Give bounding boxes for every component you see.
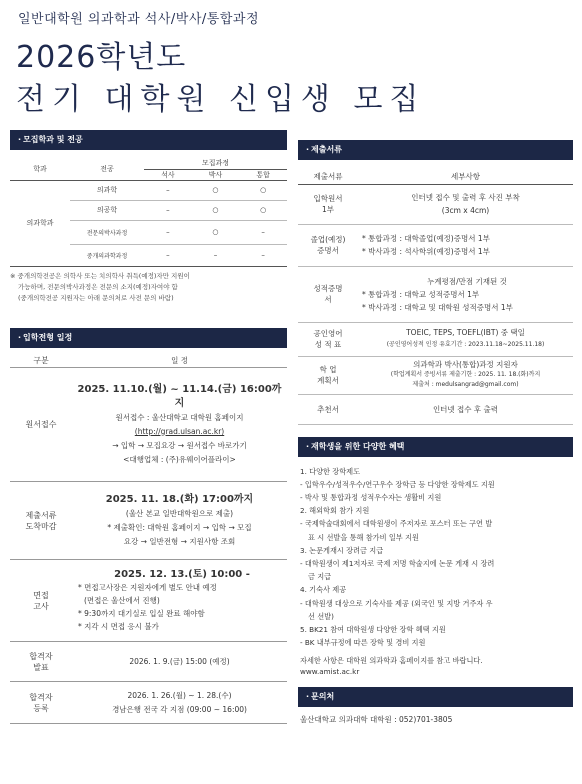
mark-cell: – — [144, 220, 192, 244]
docs-bar — [298, 140, 573, 160]
apply-date: 2025. 11.10.(월) ~ 11.14.(금) 16:00까지 — [77, 383, 282, 409]
interview-date: 2025. 12. 13.(토) 10:00 - — [114, 569, 250, 580]
contact-bar — [298, 687, 573, 707]
benefits-bar — [298, 437, 573, 457]
mark-cell: ○ — [192, 200, 240, 220]
header-year: 2026학년도 — [16, 40, 187, 75]
head-div: 구분 — [10, 354, 72, 368]
head-course: 모집과정 — [144, 158, 287, 169]
reg-line: 경남은행 전국 각 지점 (09:00 ~ 16:00) — [112, 704, 247, 714]
head-dept: 학과 — [10, 158, 70, 180]
major-cell: 전문의박사과정 — [70, 220, 144, 244]
interview-label: 면접 고사 — [10, 560, 72, 642]
benefit-line: 표 시 선발을 통해 참가비 일부 지원 — [308, 532, 419, 542]
doc-line: TOEIC, TEPS, TOEFL(IBT) 중 택일 — [406, 328, 525, 337]
benefit-line: 1. 다양한 장학제도 — [300, 466, 361, 476]
note-line: ※ 중개의학전공은 의학사 또는 치의학사 취득(예정)자만 지원이 — [10, 271, 190, 280]
apply-link[interactable]: (http://grad.ulsan.ac.kr) — [134, 426, 225, 436]
doc-line: * 통합과정 : 대학교 성적증명서 1부 — [362, 289, 480, 299]
mark-cell: – — [239, 220, 287, 244]
page-title: 전기 대학원 신입생 모집 — [16, 82, 426, 117]
apply-line: → 입학 → 모집요강 → 원서접수 바로가기 — [112, 440, 247, 450]
benefit-more: 자세한 사항은 대학원 의과학과 홈페이지를 참고 바랍니다. — [300, 656, 483, 666]
pass-label: 합격자 발표 — [10, 642, 72, 682]
pass-date: 2026. 1. 9.(금) 15:00 (예정) — [72, 642, 287, 682]
benefit-line: 4. 기숙사 제공 — [300, 585, 347, 595]
interview-line: * 면접고사장은 지원자에게 별도 안내 예정 — [78, 583, 217, 592]
doc-label: 졸업(예정) 증명서 — [298, 224, 358, 266]
doc-line: * 박사과정 : 대학교 및 대학원 성적증명서 1부 — [362, 302, 513, 312]
mark-cell: ○ — [239, 200, 287, 220]
head-masters: 석사 — [144, 169, 192, 180]
dept-cell: 의과학과 — [26, 219, 54, 227]
interview-line: * 9:30까지 대기실로 입실 완료 해야함 — [78, 609, 205, 618]
mark-cell: – — [144, 180, 192, 200]
doc-line: 의과학과 박사(통합)과정 지원자 — [413, 360, 518, 369]
submit-line: (울산 본교 일반대학원으로 제출) — [125, 508, 234, 518]
head-date: 일 정 — [72, 354, 287, 368]
recruit-note — [10, 271, 287, 304]
apply-label: 원서접수 — [10, 368, 72, 482]
mark-cell: – — [261, 251, 265, 259]
benefit-line: - 대학원생이 제1저자로 국제 저명 학술지에 논문 게재 시 장려 — [300, 558, 495, 568]
benefit-line: - BK 내부규정에 따른 장학 및 경비 지원 — [300, 638, 426, 648]
benefit-line: - 박사 및 통합과정 성적우수자는 생활비 지원 — [300, 492, 442, 502]
benefit-line: 선 선발) — [308, 611, 334, 621]
benefits-list — [298, 461, 573, 678]
header-subtitle: 일반대학원 의과학과 석사/박사/통합과정 — [18, 12, 260, 27]
major-cell: 의과학 — [70, 180, 144, 200]
submit-line: * 제출확인: 대학원 홈페이지 → 입학 → 모집 — [107, 522, 252, 532]
submit-date: 2025. 11. 18.(화) 17:00까지 — [105, 493, 254, 505]
docs-bar-label: 제출서류 — [311, 145, 342, 154]
recruit-bar-label: 모집학과 및 전공 — [23, 135, 83, 144]
doc-label: 공인영어 성 적 표 — [298, 322, 358, 356]
interview-line: * 지각 시 면접 응시 불가 — [78, 622, 159, 631]
note-line: 가능하며, 전문의박사과정은 전문의 소지(예정)자여야 함 — [18, 282, 178, 291]
right-column — [298, 140, 573, 725]
doc-line: 인터넷 접수 및 출력 후 사진 부착 — [411, 193, 520, 202]
bullet-icon: · — [306, 145, 310, 154]
benefit-line: 3. 논문게재시 장려금 지급 — [300, 545, 384, 555]
docs-table — [298, 170, 573, 425]
benefit-line: - 대학원생 대상으로 기숙사를 제공 (외국인 및 지방 거주자 우 — [300, 598, 493, 608]
recruit-table — [10, 158, 287, 267]
interview-line: (면접은 울산에서 진행) — [84, 596, 160, 605]
benefit-line: 5. BK21 참여 대학원생 다양한 장학 혜택 지원 — [300, 624, 446, 634]
left-column — [10, 130, 287, 724]
head-phd: 박사 — [192, 169, 240, 180]
schedule-table — [10, 354, 287, 725]
head-major: 전공 — [70, 158, 144, 180]
doc-label: 성적증명 서 — [298, 266, 358, 322]
head-detail: 세부사항 — [358, 170, 573, 184]
doc-label: 추천서 — [298, 394, 358, 424]
mark-cell: ○ — [192, 220, 240, 244]
benefit-url[interactable]: www.amist.ac.kr — [300, 667, 360, 677]
bullet-icon: · — [306, 441, 310, 451]
apply-line: <대행업체 : (주)유웨이어플라이> — [123, 454, 236, 464]
benefit-line: 2. 해외학회 참가 지원 — [300, 506, 370, 516]
mark-cell: ○ — [192, 180, 240, 200]
mark-cell: – — [166, 251, 170, 259]
submit-label: 제출서류 도착마감 — [10, 482, 72, 560]
doc-line: 인터넷 접수 후 출력 — [358, 394, 573, 424]
mark-cell: – — [144, 200, 192, 220]
major-cell: 중개의과학과정 — [86, 252, 128, 260]
doc-line: (3cm x 4cm) — [441, 206, 490, 215]
mark-cell: – — [213, 251, 218, 259]
benefit-line: 금 지급 — [308, 572, 332, 582]
schedule-bar-label: 입학전형 일정 — [23, 332, 73, 342]
bullet-icon: · — [306, 692, 310, 702]
benefit-line: - 입학우수/성적우수/연구우수 장학금 등 다양한 장학제도 지원 — [300, 479, 495, 489]
apply-line: 원서접수 : 울산대학교 대학원 홈페이지 — [115, 412, 244, 422]
doc-line: 누계평점/만점 기재된 것 — [427, 276, 507, 286]
head-integrated: 통합 — [239, 169, 287, 180]
mark-cell: ○ — [239, 180, 287, 200]
major-cell: 의공학 — [70, 200, 144, 220]
note-line: (중개의학전공 지원자는 아래 문의처로 사전 문의 바람) — [18, 293, 174, 302]
head-doc: 제출서류 — [298, 170, 358, 184]
reg-label: 합격자 등록 — [10, 682, 72, 724]
doc-line: (학업계획서 증빙서류 제출기한 : 2025. 11. 18.(화)까지 — [390, 371, 541, 378]
bullet-icon: · — [18, 135, 22, 144]
schedule-bar — [10, 328, 287, 348]
doc-line: * 박사과정 : 석사학위(예정)증명서 1부 — [362, 247, 490, 256]
contact-bar-label: 문의처 — [311, 692, 335, 702]
benefit-line: - 국제학술대회에서 대학원생이 주저자로 포스터 또는 구연 발 — [300, 519, 493, 529]
doc-line: * 통합과정 : 대학졸업(예정)증명서 1부 — [362, 234, 490, 243]
bullet-icon: · — [18, 332, 22, 342]
recruit-bar — [10, 130, 287, 150]
reg-date: 2026. 1. 26.(월) ~ 1. 28.(수) — [127, 690, 232, 700]
doc-label: 학 업 계획서 — [298, 356, 358, 394]
submit-line: 요강 → 일반전형 → 지원사항 조회 — [123, 536, 236, 546]
doc-line: (공인영어성적 인정 유효기간 : 2023.11.18~2025.11.18) — [386, 341, 545, 348]
doc-line: 제출처 : medulsangrad@gmail.com) — [412, 381, 519, 388]
doc-label: 입학원서 1부 — [298, 184, 358, 224]
contact-line: 울산대학교 의과대학 대학원 : 052)701-3805 — [300, 715, 453, 725]
benefits-bar-label: 재학생을 위한 다양한 혜택 — [311, 441, 405, 451]
